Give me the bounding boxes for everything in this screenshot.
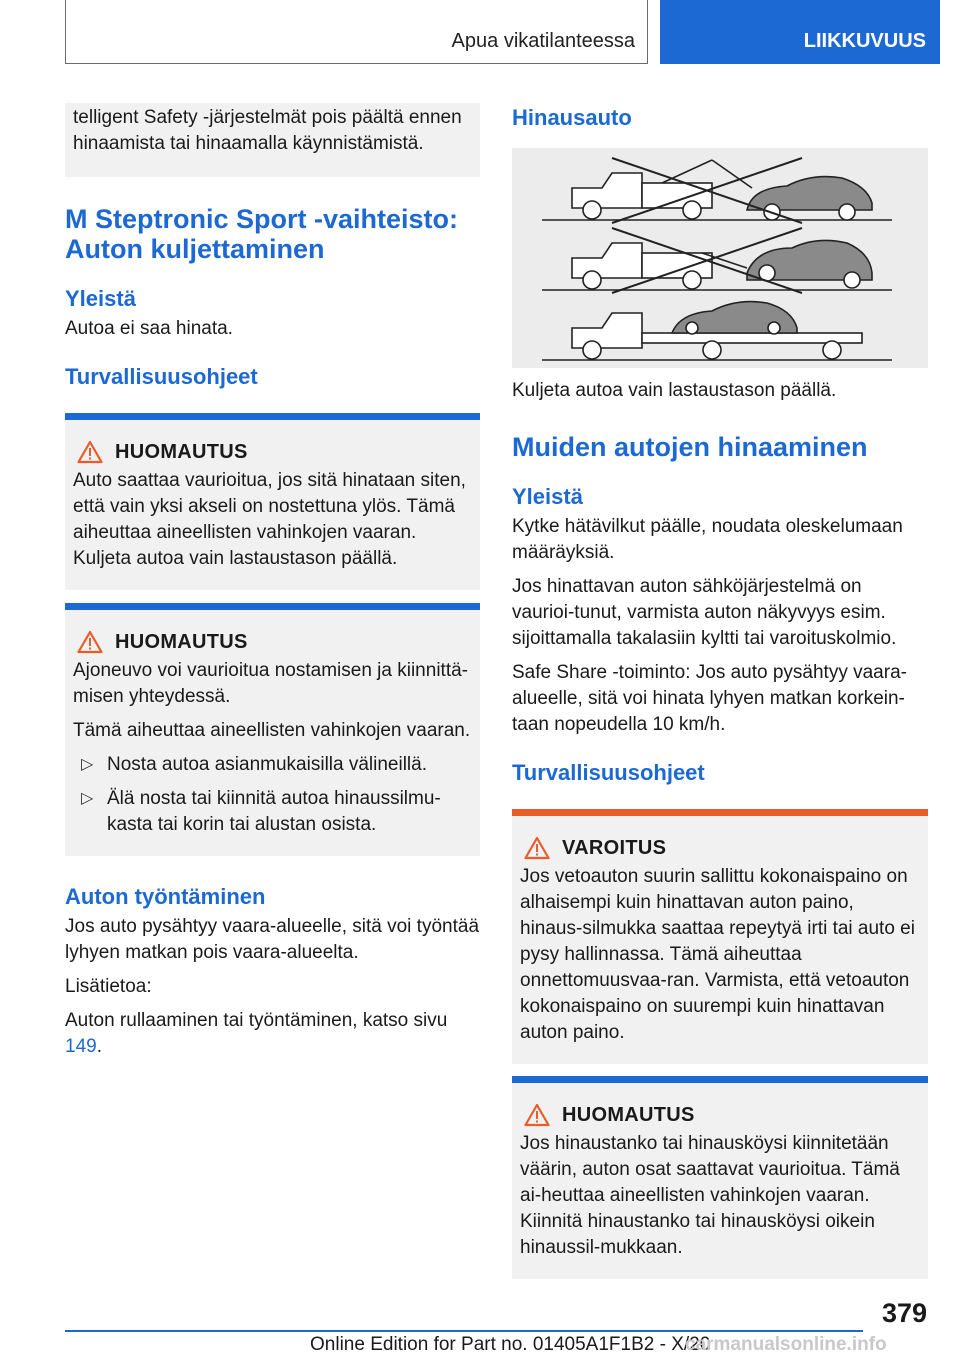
push-text: Jos auto pysähtyy vaara-alueelle, sitä voi työntää lyhyen matkan pois vaara-alueelta.	[65, 916, 480, 963]
subheading-yleista: Yleistä	[512, 484, 583, 509]
tow-truck-diagram	[512, 148, 928, 368]
triangle-bullet-icon: ▷	[81, 756, 94, 773]
right-column	[512, 103, 928, 1279]
warning-triangle-icon	[77, 440, 103, 464]
notice-box-3	[512, 1076, 928, 1279]
triangle-bullet-icon: ▷	[81, 790, 94, 807]
section-title-towing-others: Muiden autojen hinaaminen	[512, 432, 868, 462]
notice-box-2	[65, 603, 480, 856]
paragraph-electrical: Jos hinattavan auton sähköjärjestelmä on vaurioi-tunut, varmista auton näkyvyys esim. sijoittamalla takalasiin kyltti tai varoituskolmio.	[512, 576, 897, 649]
warning-box	[512, 809, 928, 1064]
yleista-text: Autoa ei saa hinata.	[65, 318, 233, 339]
header-chapter-tab	[660, 0, 940, 64]
header-section-tab	[65, 0, 648, 64]
list-item: ▷ Nosta autoa asianmukaisilla välineillä.	[73, 752, 472, 778]
bullet-list	[73, 752, 472, 838]
notice-title: HUOMAUTUS	[115, 630, 248, 653]
warning-triangle-icon	[524, 836, 550, 860]
watermark: carmanualsonline.info	[685, 1334, 887, 1355]
subheading-safety: Turvallisuusohjeet	[512, 760, 705, 785]
tow-caption: Kuljeta autoa vain lastaustason päällä.	[512, 380, 837, 401]
tow-truck-illustration	[512, 148, 928, 368]
notice-title: HUOMAUTUS	[562, 1103, 695, 1126]
warning-triangle-icon	[524, 1103, 550, 1127]
warning-title: VAROITUS	[562, 836, 667, 859]
section-title-steptronic: M Steptronic Sport -vaihteisto: Auton kuljettaminen	[65, 204, 459, 264]
continued-notice-box	[65, 103, 480, 177]
subheading-tow-truck: Hinausauto	[512, 105, 632, 130]
footer-divider	[65, 1330, 863, 1332]
warning-text: Jos vetoauton suurin sallittu kokonaispaino on alhaisempi kuin hinattavan auton paino, hinaus-silmukka saattaa repeytyä irti tai auto ei pysy hallinnassa. Tämä aiheuttaa onnettomuusvaa-ran. Varmista, että vetoauton kokonaispaino on suurempi kuin hinattavan auton paino.	[520, 866, 915, 1043]
list-item: ▷ Älä nosta tai kiinnitä autoa hinaussilmu-kasta tai korin tai alustan osista.	[81, 788, 441, 835]
page-number: 379	[881, 1298, 927, 1328]
subheading-yleista: Yleistä	[65, 286, 136, 311]
paragraph-hazard-lights: Kytke hätävilkut päälle, noudata oleskelumaan määräyksiä.	[512, 516, 903, 563]
subheading-push: Auton työntäminen	[65, 884, 266, 909]
notice-text: Jos hinaustanko tai hinausköysi kiinnitetään väärin, auton osat saattavat vaurioitua. Tämä ai-heuttaa aineellisten vahinkojen vaaran. Kiinnitä hinaustanko tai hinausköysi oikein hinaussil-mukkaan.	[520, 1133, 900, 1258]
subheading-safety: Turvallisuusohjeet	[65, 364, 258, 389]
notice-text: Auto saattaa vaurioitua, jos sitä hinataan siten, että vain yksi akseli on nostettuna ylös. Tämä aiheuttaa aineellisten vahinkojen vaaran. Kuljeta autoa vain lastaustason päällä.	[73, 470, 466, 569]
left-column	[65, 103, 480, 1060]
header-section-title: Apua vikatilanteessa	[451, 30, 635, 52]
continued-text: telligent Safety -järjestelmät pois päältä ennen hinaamista tai hinaamalla käynnistämistä.	[73, 107, 462, 154]
notice-box-1	[65, 413, 480, 590]
paragraph-safe-share: Safe Share -toiminto: Jos auto pysähtyy vaara-alueelle, sitä voi hinata lyhyen matkan korkein-taan nopeudella 10 km/h.	[512, 662, 907, 735]
page-reference-link[interactable]: 149	[65, 1036, 97, 1057]
warning-triangle-icon	[77, 630, 103, 654]
header-chapter-title: LIIKKUVUUS	[803, 30, 926, 52]
footer-edition: Online Edition for Part no. 01405A1F1B2 - X/20	[310, 1334, 711, 1355]
reference-text: Auton rullaaminen tai työntäminen, katso sivu 149.	[65, 1010, 448, 1057]
notice-title: HUOMAUTUS	[115, 440, 248, 463]
notice-text: Ajoneuvo voi vaurioitua nostamisen ja kiinnittä-misen yhteydessä.	[73, 660, 468, 707]
more-info-label: Lisätietoa:	[65, 976, 152, 997]
notice-text: Tämä aiheuttaa aineellisten vahinkojen vaaran.	[73, 720, 471, 741]
